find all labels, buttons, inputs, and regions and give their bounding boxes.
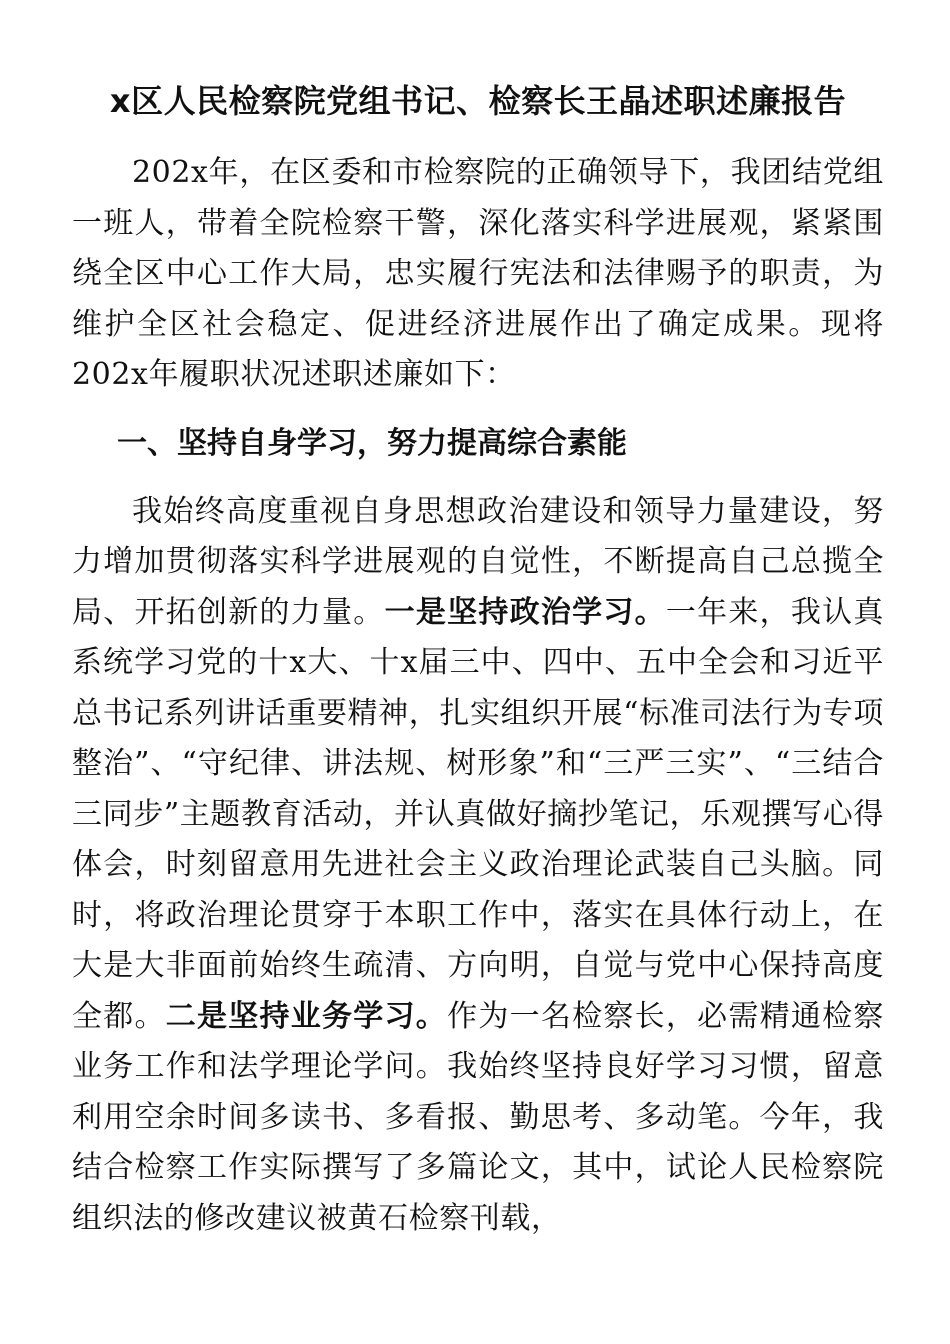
section-heading-1: 一、坚持自身学习，努力提高综合素能 — [117, 425, 627, 461]
section-1-paragraph — [72, 487, 884, 1245]
section-1-text-part-1: 我始终高度重视自身思想政治建设和领导力量建设，努力增加贯彻落实科学进展观的自觉性，不断提高自己总揽全局、开拓创新的力量。 — [72, 493, 884, 630]
section-1-text-part-2: 一年来，我认真系统学习党的十x大、十x届三中、四中、五中全会和习近平总书记系列讲话重要精神，扎实组织开展“标准司法行为专项整治”、“守纪律、讲法规、树形象”和“三严三实”、“三结合三同步”主题教育活动，并认真做好摘抄笔记，乐观撰写心得体会，时刻留意用先进社会主义政治理论武装自己头脑。同时，将政治理论贯穿于本职工作中，落实在具体行动上，在大是大非面前始终生疏清、方向明，自觉与党中心保持高度全都。 — [72, 594, 885, 1034]
intro-paragraph: 202x年，在区委和市检察院的正确领导下，我团结党组一班人，带着全院检察干警，深化落实科学进展观，紧紧围绕全区中心工作大局，忠实履行宪法和法律赐予的职责，为维护全区社会稳定、促进经济进展作出了确定成果。现将202x年履职状况述职述廉如下： — [72, 155, 884, 392]
document-title: x区人民检察院党组书记、检察长王晶述职述廉报告 — [109, 82, 847, 120]
section-1-text-part-3: 作为一名检察长，必需精通检察业务工作和法学理论学问。我始终坚持良好学习习惯，留意利用空余时间多读书、多看报、勤思考、多动笔。今年，我结合检察工作实际撰写了多篇论文，其中，试论人民检察院组织法的修改建议被黄石检察刊载， — [72, 998, 884, 1236]
document-page — [72, 76, 884, 1244]
section-1-lead-professional-study: 二是坚持业务学习。 — [165, 998, 448, 1034]
section-1-lead-political-study: 一是坚持政治学习。 — [384, 594, 666, 630]
